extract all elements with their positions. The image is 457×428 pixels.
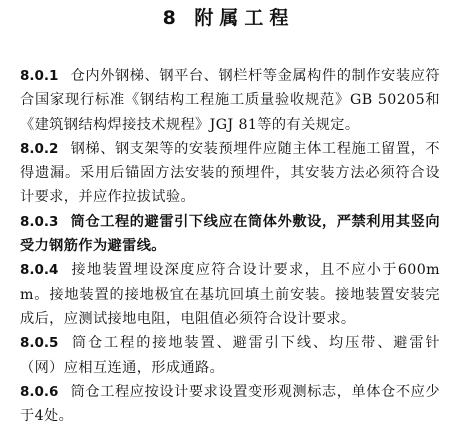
clause-number: 8.0.1: [20, 68, 59, 84]
clause-text: 仓内外钢梯、钢平台、钢栏杆等金属构件的制作安装应符合国家现行标准《钢结构工程施工质量验收规范》GB 50205和《建筑钢结构焊接技术规程》JGJ 81等的有关规定。: [20, 68, 440, 133]
clause-8-0-2: [20, 137, 440, 210]
chapter-title: 8 附属工程: [162, 7, 295, 29]
clause-text: 筒仓工程应按设计要求设置变形观测标志，单体仓不应少于4处。: [20, 383, 440, 425]
clause-text: 钢梯、钢支架等的安装预埋件应随主体工程施工留置，不得遗漏。采用后锚固方法安装的预埋件，其安装方法必须符合设计要求，并应作拉拔试验。: [20, 140, 440, 206]
clause-8-0-3-mandatory: [20, 210, 440, 259]
clause-list: [20, 64, 440, 428]
clause-number: 8.0.6: [20, 383, 59, 400]
clause-text: 接地装置埋设深度应符合设计要求，且不应小于600mm。接地装置的接地极宜在基坑回填土前安装。接地装置安装完成后，应测试接地电阻，电阻值必须符合设计要求。: [20, 262, 440, 327]
clause-number: 8.0.4: [20, 262, 59, 279]
clause-8-0-4: [20, 258, 440, 331]
clause-8-0-5: [20, 331, 440, 380]
clause-text: 筒仓工程的接地装置、避雷引下线、均压带、避雷针（网）应相互连通，形成通路。: [20, 335, 440, 376]
clause-8-0-1: [20, 64, 440, 137]
clause-number: 8.0.3: [20, 213, 59, 230]
clause-text-mandatory: 筒仓工程的避雷引下线应在筒体外敷设，严禁利用其竖向受力钢筋作为避雷线。: [20, 213, 440, 255]
clause-8-0-6: [20, 380, 440, 428]
clause-number: 8.0.2: [20, 140, 59, 157]
clause-number: 8.0.5: [20, 335, 59, 352]
